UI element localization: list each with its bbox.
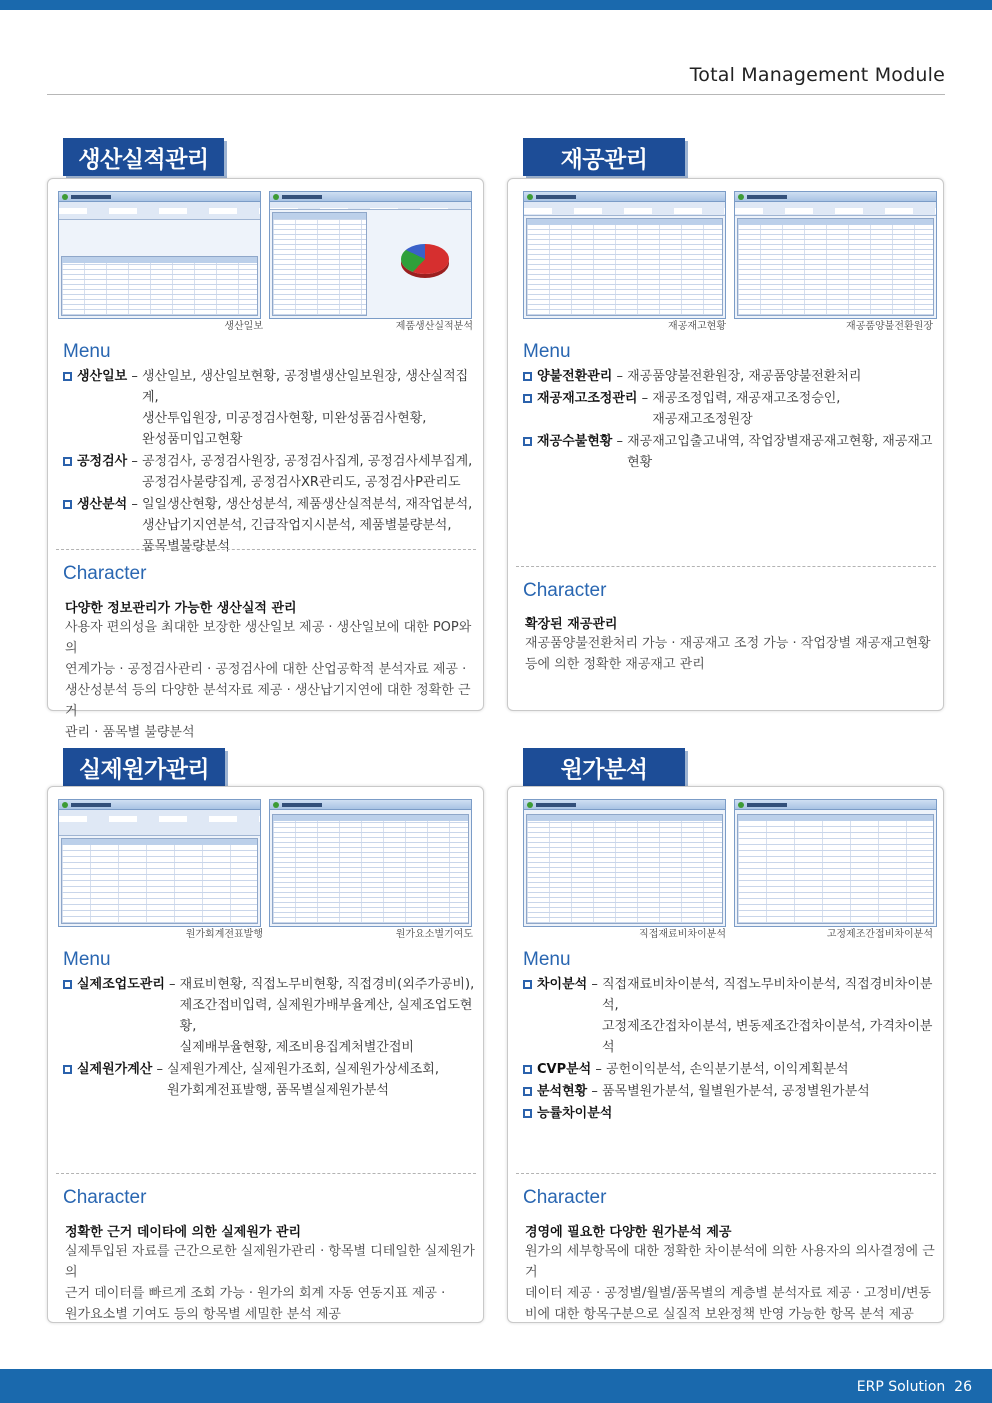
caption-product-analysis: 제품생산실적분석 — [395, 321, 473, 332]
menu-list — [523, 974, 945, 1125]
menu-item: 양불전환관리 – 재공품양불전환원장, 재공품양불전환처리 — [523, 366, 943, 387]
caption-wip-inventory: 재공재고현황 — [668, 321, 726, 332]
panel-production — [47, 178, 484, 740]
menu-item: 차이분석 – 직접재료비차이분석, 직접노무비차이분석, 직접경비차이분석, 고정제조간접차이분석, 변동제조간접차이분석, 가격차이분석 — [523, 974, 945, 1058]
menu-item: 재공재고조정관리 – 재공조정입력, 재공재고조정승인, 재공재고조정원장 — [523, 388, 943, 430]
square-bullet-icon — [523, 980, 532, 989]
square-bullet-icon — [63, 372, 72, 381]
screenshot-row — [523, 191, 937, 319]
screenshot-product-analysis — [269, 191, 472, 319]
square-bullet-icon — [523, 1065, 532, 1074]
character-body: 사용자 편의성을 최대한 보장한 생산일보 제공 · 생산일보에 대한 POP와의 연계가능 · 공정검사관리 · 공정검사에 대한 산업공학적 분석자료 제공 · 생산성분석 등의 다양한 분석자료 제공 · 생산납기지연에 대한 정확한 근거 관리 · 품목별 불량분석 — [65, 620, 472, 740]
menu-list — [63, 974, 483, 1102]
menu-list — [63, 366, 478, 558]
screenshot-row — [523, 799, 937, 927]
menu-item: 실제원가계산 – 실제원가계산, 실제원가조회, 실제원가상세조회, 원가회계전표발행, 품목별실제원가분석 — [63, 1059, 483, 1101]
panel-cost-analysis — [507, 786, 944, 1323]
screenshot-cost-contribution — [269, 799, 472, 927]
menu-heading: Menu — [523, 949, 571, 970]
character-body: 실제투입된 자료를 근간으로한 실제원가관리 · 항목별 디테일한 실제원가의 근거 데이터를 빠르게 조회 가능 · 원가의 회계 자동 연동지표 제공 · 원가요소별 기여도 등의 항목별 세밀한 분석 제공 — [65, 1244, 475, 1322]
menu-item: 재공수불현황 – 재공재고입출고내역, 작업장별재공재고현황, 재공재고현황 — [523, 431, 943, 473]
panel-actual-cost — [47, 786, 484, 1323]
menu-item: CVP분석 – 공헌이익분석, 손익분기분석, 이익계획분석 — [523, 1059, 945, 1080]
menu-item: 실제조업도관리 – 재료비현황, 직접노무비현황, 직접경비(외주가공비), 제조간접비입력, 실제원가배부율계산, 실제조업도현황, 실제배부율현황, 제조비용집계처별간접비 — [63, 974, 483, 1058]
screenshot-overhead-variance — [734, 799, 937, 927]
menu-heading: Menu — [63, 341, 111, 362]
dashed-divider — [516, 1173, 936, 1174]
screenshot-wip-inventory — [523, 191, 726, 319]
menu-heading: Menu — [63, 949, 111, 970]
caption-overhead-variance: 고정제조간접비차이분석 — [826, 929, 933, 940]
character-title: 다양한 정보관리가 가능한 생산실적 관리 — [65, 601, 297, 616]
character-body: 원가의 세부항목에 대한 정확한 차이분석에 의한 사용자의 의사결정에 근거 데이터 제공 · 공정별/월별/품목별의 계층별 분석자료 제공 · 고정비/변동 비에 대한 항목구분으로 실질적 보완정책 반영 가능한 항목 분석 제공 — [525, 1244, 935, 1322]
character-heading: Character — [63, 1187, 147, 1208]
screenshot-cost-voucher — [58, 799, 261, 927]
square-bullet-icon — [523, 1087, 532, 1096]
character-heading: Character — [63, 563, 147, 584]
character-title: 경영에 필요한 다양한 원가분석 제공 — [525, 1225, 732, 1240]
pie-chart-thumbnail — [401, 244, 449, 274]
square-bullet-icon — [523, 372, 532, 381]
square-bullet-icon — [523, 1109, 532, 1118]
menu-heading: Menu — [523, 341, 571, 362]
menu-item: 공정검사 – 공정검사, 공정검사원장, 공정검사집계, 공정검사세부집계, 공정검사불량집계, 공정검사XR관리도, 공정검사P관리도 — [63, 451, 478, 493]
character-title: 정확한 근거 데이타에 의한 실제원가 관리 — [65, 1225, 302, 1240]
section-title-production: 생산실적관리 — [63, 138, 224, 176]
menu-item: 생산일보 – 생산일보, 생산일보현황, 공정별생산일보원장, 생산실적집계, 생산투입원장, 미공정검사현황, 미완성품검사현황, 완성품미입고현황 — [63, 366, 478, 450]
screenshot-row — [58, 191, 472, 319]
menu-list — [523, 366, 943, 474]
character-title: 확장된 재공관리 — [525, 617, 618, 632]
screenshot-row — [58, 799, 472, 927]
section-title-actual-cost: 실제원가관리 — [63, 748, 225, 786]
caption-wip-ledger: 재공품양불전환원장 — [846, 321, 933, 332]
dashed-divider — [516, 566, 936, 567]
caption-material-variance: 직접재료비차이분석 — [639, 929, 726, 940]
square-bullet-icon — [63, 457, 72, 466]
screenshot-production-daily — [58, 191, 261, 319]
menu-item: 생산분석 – 일일생산현황, 생산성분석, 제품생산실적분석, 재작업분석, 생산납기지연분석, 긴급작업지시분석, 제품별불량분석, 품목별불량분석 — [63, 494, 478, 557]
menu-item: 능률차이분석 — [523, 1103, 945, 1124]
screenshot-wip-ledger — [734, 191, 937, 319]
dashed-divider — [56, 549, 476, 550]
square-bullet-icon — [63, 500, 72, 509]
dashed-divider — [56, 1173, 476, 1174]
character-heading: Character — [523, 1187, 607, 1208]
square-bullet-icon — [63, 980, 72, 989]
menu-item: 분석현황 – 품목별원가분석, 월별원가분석, 공정별원가분석 — [523, 1081, 945, 1102]
square-bullet-icon — [63, 1065, 72, 1074]
header-rule — [47, 94, 945, 95]
footer-label: ERP Solution 26 — [856, 1379, 972, 1395]
section-title-cost-analysis: 원가분석 — [523, 748, 685, 786]
square-bullet-icon — [523, 437, 532, 446]
caption-cost-voucher: 원가회계전표발행 — [185, 929, 263, 940]
section-title-wip: 재공관리 — [523, 138, 685, 176]
panel-wip — [507, 178, 944, 711]
caption-production-daily: 생산일보 — [224, 321, 263, 332]
square-bullet-icon — [523, 394, 532, 403]
top-accent-bar — [0, 0, 992, 10]
character-body: 재공품양불전환처리 가능 · 재공재고 조정 가능 · 작업장별 재공재고현황 등에 의한 정확한 재공재고 관리 — [525, 636, 931, 672]
character-heading: Character — [523, 580, 607, 601]
caption-cost-contribution: 원가요소별기여도 — [395, 929, 473, 940]
footer-bar — [0, 1369, 992, 1403]
page-header-title: Total Management Module — [689, 64, 945, 86]
screenshot-material-variance — [523, 799, 726, 927]
page-number: 26 — [954, 1379, 972, 1395]
